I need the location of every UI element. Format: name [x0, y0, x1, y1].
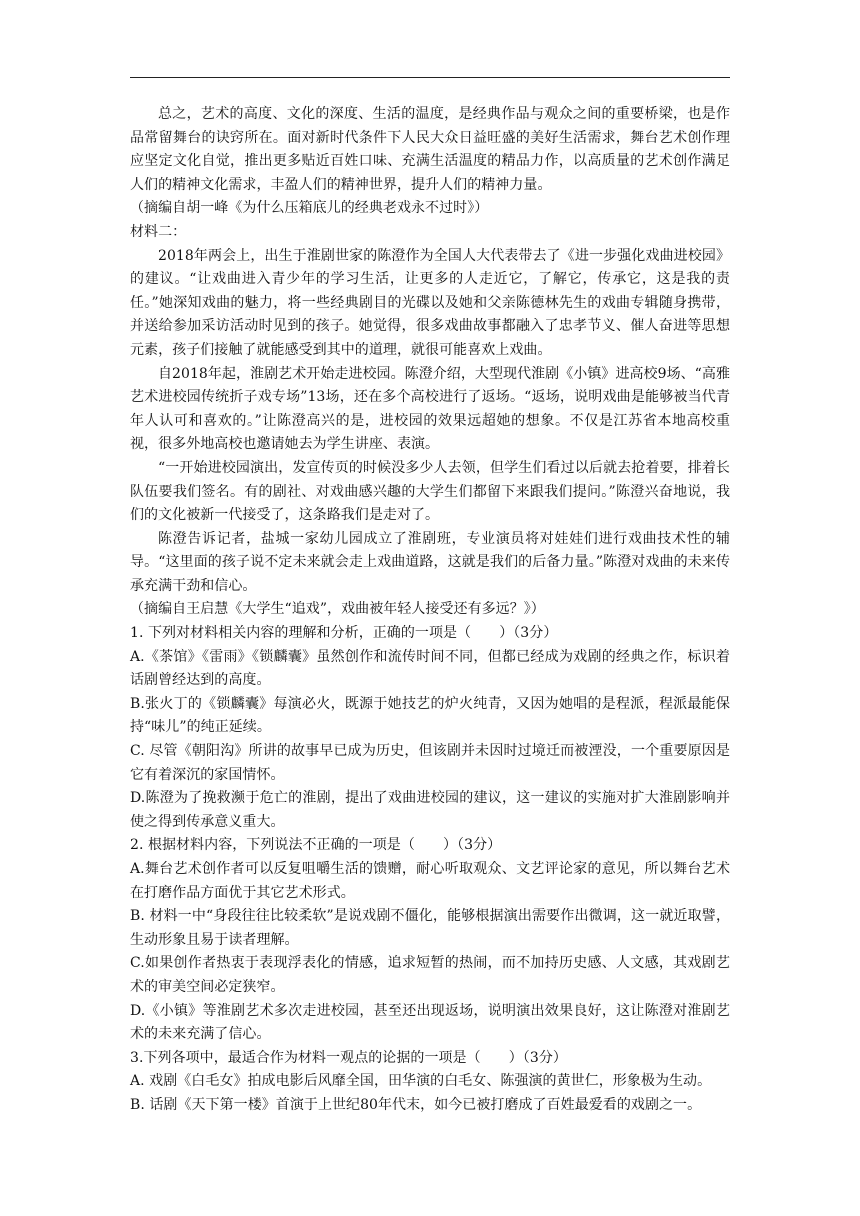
question-1-option-a: A.《茶馆》《雷雨》《锁麟囊》虽然创作和流传时间不同，但都已经成为戏剧的经典之作，标识着话剧曾经达到的高度。	[130, 648, 730, 689]
question-1-option-d: D.陈澄为了挽救濒于危亡的淮剧，提出了戏曲进校园的建议，这一建议的实施对扩大淮剧影响并使之得到传承意义重大。	[130, 790, 730, 830]
material-two-heading: 材料二：	[130, 223, 187, 240]
material-two-paragraph: “一开始进校园演出，发宣传页的时候没多少人去领，但学生们看过以后就去抢着要，排着长队伍要我们签名。有的剧社、对戏曲感兴趣的大学生们都留下来跟我们提问。”陈澄兴奋地说，我们的文化被新一代接受了，这条路我们是走对了。	[130, 459, 730, 524]
question-3-stem: 3.下列各项中，最适合作为材料一观点的论据的一项是（ ）（3分）	[130, 1049, 567, 1066]
material-two-paragraph: 2018年两会上，出生于淮剧世家的陈澄作为全国人大代表带去了《进一步强化戏曲进校园》的建议。“让戏曲进入青少年的学习生活，让更多的人走近它，了解它，传承它，这是我的责任。”她深知戏曲的魅力，将一些经典剧目的光碟以及她和父亲陈德林先生的戏曲专辑随身携带，并送给参加采访活动时见到的孩子。她觉得，很多戏曲故事都融入了忠孝节义、催人奋进等思想元素，孩子们接触了就能感受到其中的道理，就很可能喜欢上戏曲。	[130, 247, 730, 358]
question-2-option-a: A.舞台艺术创作者可以反复咀嚼生活的馈赠，耐心听取观众、文艺评论家的意见，所以舞台艺术在打磨作品方面优于其它艺术形式。	[130, 861, 730, 901]
question-2-option-b: B. 材料一中“身段往往比较柔软”是说戏剧不僵化，能够根据演出需要作出微调，这一就近取譬，生动形象且易于读者理解。	[130, 908, 730, 948]
document-body	[130, 103, 730, 1118]
material-two-paragraph: 陈澄告诉记者，盐城一家幼儿园成立了淮剧班，专业演员将对娃娃们进行戏曲技术性的辅导。“这里面的孩子说不定未来就会走上戏曲道路，这就是我们的后备力量。”陈澄对戏曲的未来传承充满干劲和信心。	[130, 530, 730, 594]
material-two-paragraph: 自2018年起，淮剧艺术开始走进校园。陈澄介绍，大型现代淮剧《小镇》进高校9场、“高雅艺术进校园传统折子戏专场”13场，还在多个高校进行了返场。“返场，说明戏曲是能够被当代青年人认可和喜欢的。”让陈澄高兴的是，进校园的效果远超她的想象。不仅是江苏省本地高校重视，很多外地高校也邀请她去为学生讲座、表演。	[130, 365, 730, 453]
question-3-option-b: B. 话剧《天下第一楼》首演于上世纪80年代末，如今已被打磨成了百姓最爱看的戏剧之一。	[130, 1096, 702, 1113]
conclusion-paragraph: 总之，艺术的高度、文化的深度、生活的温度，是经典作品与观众之间的重要桥梁，也是作品常留舞台的诀窍所在。面对新时代条件下人民大众日益旺盛的美好生活需求，舞台艺术创作理应坚定文化自觉，推出更多贴近百姓口味、充满生活温度的精品力作，以高质量的艺术创作满足人们的精神文化需求，丰盈人们的精神世界，提升人们的精神力量。	[130, 106, 730, 193]
source-note: （摘编自胡一峰《为什么压箱底儿的经典老戏永不过时》）	[130, 200, 489, 217]
question-1-stem: 1. 下列对材料相关内容的理解和分析，正确的一项是（ ）（3分）	[130, 625, 558, 642]
question-3-option-a: A. 戏剧《白毛女》拍成电影后风靡全国，田华演的白毛女、陈强演的黄世仁，形象极为生动。	[130, 1073, 712, 1090]
source-note: （摘编自王启慧《大学生“追戏”，戏曲被年轻人接受还有多远？》）	[130, 601, 545, 618]
question-2-option-c: C.如果创作者热衷于表现浮表化的情感，追求短暂的热闹，而不加持历史感、人文感，其戏剧艺术的审美空间必定狭窄。	[130, 955, 730, 995]
question-1-option-c: C. 尽管《朝阳沟》所讲的故事早已成为历史，但该剧并未因时过境迁而被湮没，一个重要原因是它有着深沉的家国情怀。	[130, 743, 730, 783]
question-2-stem: 2. 根据材料内容，下列说法不正确的一项是（ ）（3分）	[130, 837, 502, 854]
header-rule	[130, 77, 730, 78]
question-1-option-b: B.张火丁的《锁麟囊》每演必火，既源于她技艺的炉火纯青，又因为她唱的是程派，程派最能保持“味儿”的纯正延续。	[130, 695, 730, 736]
question-2-option-d: D.《小镇》等淮剧艺术多次走进校园，甚至还出现返场，说明演出效果良好，这让陈澄对淮剧艺术的未来充满了信心。	[130, 1002, 730, 1043]
